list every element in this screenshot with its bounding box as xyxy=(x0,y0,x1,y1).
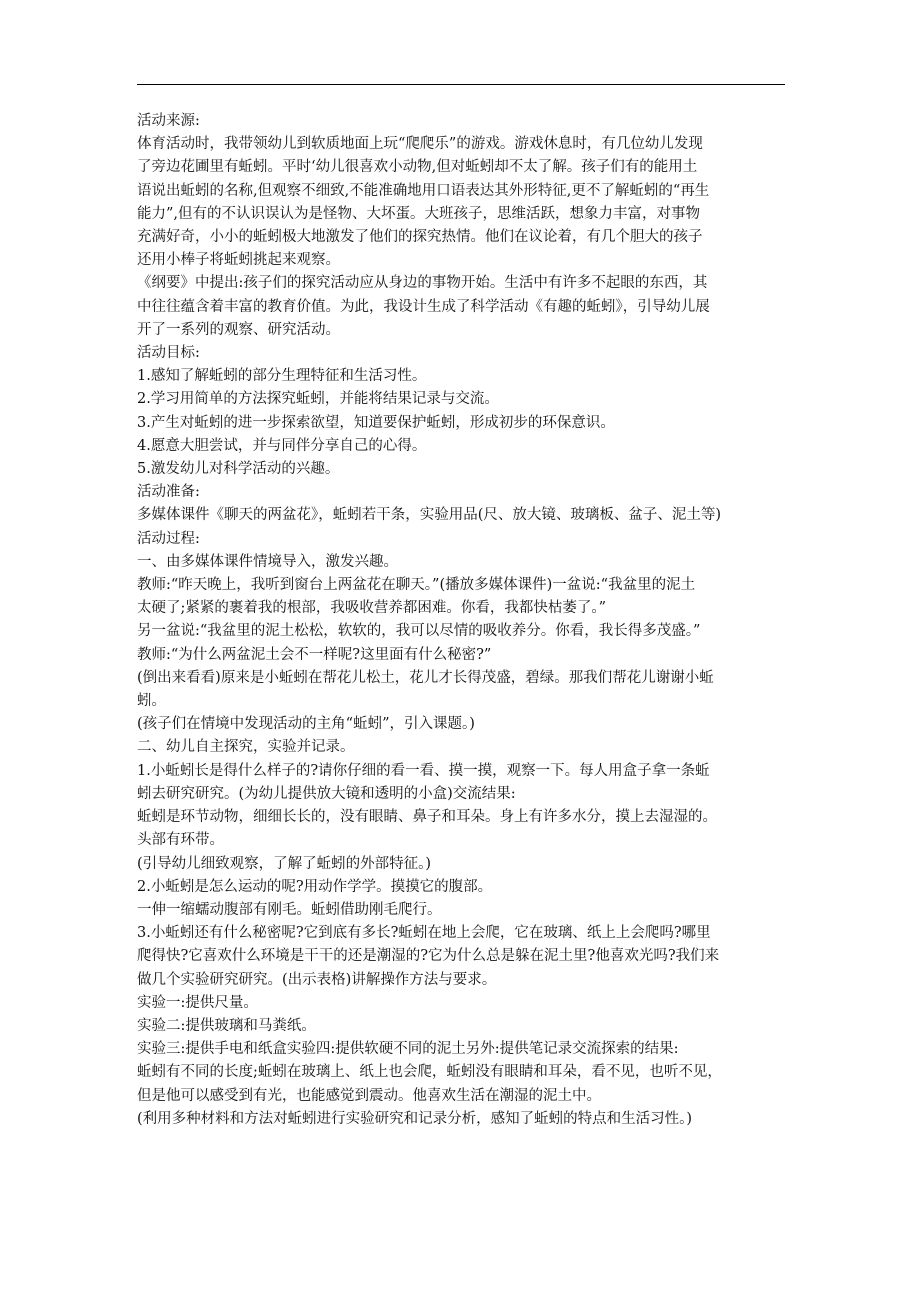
text-line: 充满好奇，小小的蚯蚓极大地激发了他们的探究热情。他们在议论着，有几个胆大的孩子 xyxy=(137,229,703,246)
text-line: 但是他可以感受到有光，也能感觉到震动。他喜欢生活在潮湿的泥土中。 xyxy=(137,1087,601,1104)
section-heading-source: 活动来源: xyxy=(137,113,200,129)
text-line: 头部有环带。 xyxy=(137,832,224,849)
header-rule xyxy=(137,84,785,85)
text-line: 蚓去研究研究。(为幼儿提供放大镜和透明的小盒)交流结果: xyxy=(137,785,516,802)
goal-item: 4.愿意大胆尝试，并与同伴分享自己的心得。 xyxy=(137,437,427,454)
text-line: 太硬了;紧紧的裹着我的根部，我吸收营养都困难。你看，我都快枯萎了。” xyxy=(137,600,607,617)
section-heading-process: 活动过程: xyxy=(137,530,200,547)
document-body xyxy=(137,110,787,1131)
step-heading: 一、由多媒体课件情境导入，激发兴趣。 xyxy=(137,553,398,570)
text-line: 语说出蚯蚓的名称,但观察不细致,不能准确地用口语表达其外形特征,更不了解蚯蚓的“再生 xyxy=(137,182,710,199)
text-line: 教师:“昨天晚上，我听到窗台上两盆花在聊天。”(播放多媒体课件)一盆说:“我盆里的泥土 xyxy=(137,577,696,594)
text-line: 蚯蚓是环节动物，细细长长的，没有眼睛、鼻子和耳朵。身上有许多水分，摸上去湿湿的。 xyxy=(137,809,717,826)
text-line: 蚓。 xyxy=(137,693,166,710)
text-line: (引导幼儿细致观察，了解了蚯蚓的外部特征。) xyxy=(137,855,432,872)
text-line: 教师:“为什么两盆泥土会不一样呢?这里面有什么秘密?” xyxy=(137,646,492,663)
section-heading-goals: 活动目标: xyxy=(137,345,200,362)
text-line: 做几个实验研究研究。(出示表格)讲解操作方法与要求。 xyxy=(137,971,497,988)
text-line: 一伸一缩蠕动腹部有刚毛。蚯蚓借助刚毛爬行。 xyxy=(137,901,442,918)
text-line: 2.小蚯蚓是怎么运动的呢?用动作学学。摸摸它的腹部。 xyxy=(137,878,493,895)
text-line: 爬得快?它喜欢什么环境是干干的还是潮湿的?它为什么总是躲在泥土里?他喜欢光吗?我们来 xyxy=(137,948,720,965)
step-heading: 二、幼儿自主探究，实验并记录。 xyxy=(137,739,355,756)
text-line: (倒出来看看)原来是小蚯蚓在帮花儿松土，花儿才长得茂盛，碧绿。那我们帮花儿谢谢小蚯 xyxy=(137,669,714,686)
goal-item: 5.激发幼儿对科学活动的兴趣。 xyxy=(137,461,340,478)
text-line: 开了一系列的观察、研究活动。 xyxy=(137,321,340,338)
text-line: (利用多种材料和方法对蚯蚓进行实验研究和记录分析，感知了蚯蚓的特点和生活习性。) xyxy=(137,1110,693,1127)
goal-item: 3.产生对蚯蚓的进一步探索欲望，知道要保护蚯蚓，形成初步的环保意识。 xyxy=(137,414,615,431)
section-heading-preparation: 活动准备: xyxy=(137,484,200,501)
experiment-item: 实验三:提供手电和纸盒实验四:提供软硬不同的泥土另外:提供笔记录交流探索的结果: xyxy=(137,1041,679,1058)
text-line: (孩子们在情境中发现活动的主角“蚯蚓”，引入课题。) xyxy=(137,716,475,733)
text-line: 还用小棒子将蚯蚓挑起来观察。 xyxy=(137,252,340,269)
text-line: 另一盆说:“我盆里的泥土松松，软软的，我可以尽情的吸收养分。你看，我长得多茂盛。” xyxy=(137,623,701,640)
text-line: 《纲要》中提出:孩子们的探究活动应从身边的事物开始。生活中有许多不起眼的东西，其 xyxy=(137,275,708,292)
text-line: 3.小蚯蚓还有什么秘密呢?它到底有多长?蚯蚓在地上会爬，它在玻璃、纸上上会爬吗?哪里 xyxy=(137,925,711,942)
text-line: 能力”,但有的不认识误认为是怪物、大坏蛋。大班孩子，思维活跃，想象力丰富，对事物 xyxy=(137,205,701,222)
text-line: 蚯蚓有不同的长度;蚯蚓在玻璃上、纸上也会爬，蚯蚓没有眼睛和耳朵，看不见，也听不见， xyxy=(137,1064,722,1081)
text-line: 1.小蚯蚓长是得什么样子的?请你仔细的看一看、摸一摸，观察一下。每人用盒子拿一条蚯 xyxy=(137,762,710,779)
text-line: 中往往蕴含着丰富的教育价值。为此，我设计生成了科学活动《有趣的蚯蚓》，引导幼儿展 xyxy=(137,298,710,315)
text-line: 了旁边花圃里有蚯蚓。平时‘幼儿很喜欢小动物,但对蚯蚓却不太了解。孩子们有的能用土 xyxy=(137,159,698,176)
goal-item: 1.感知了解蚯蚓的部分生理特征和生活习性。 xyxy=(137,368,427,385)
text-line: 体育活动时，我带领幼儿到软质地面上玩“爬爬乐”的游戏。游戏休息时，有几位幼儿发现 xyxy=(137,136,703,153)
goal-item: 2.学习用简单的方法探究蚯蚓，并能将结果记录与交流。 xyxy=(137,391,499,408)
text-line: 多媒体课件《聊天的两盆花》，蚯蚓若干条，实验用品(尺、放大镜、玻璃板、盆子、泥土等) xyxy=(137,507,722,524)
experiment-item: 实验二:提供玻璃和马粪纸。 xyxy=(137,1017,316,1034)
experiment-item: 实验一:提供尺量。 xyxy=(137,994,258,1011)
